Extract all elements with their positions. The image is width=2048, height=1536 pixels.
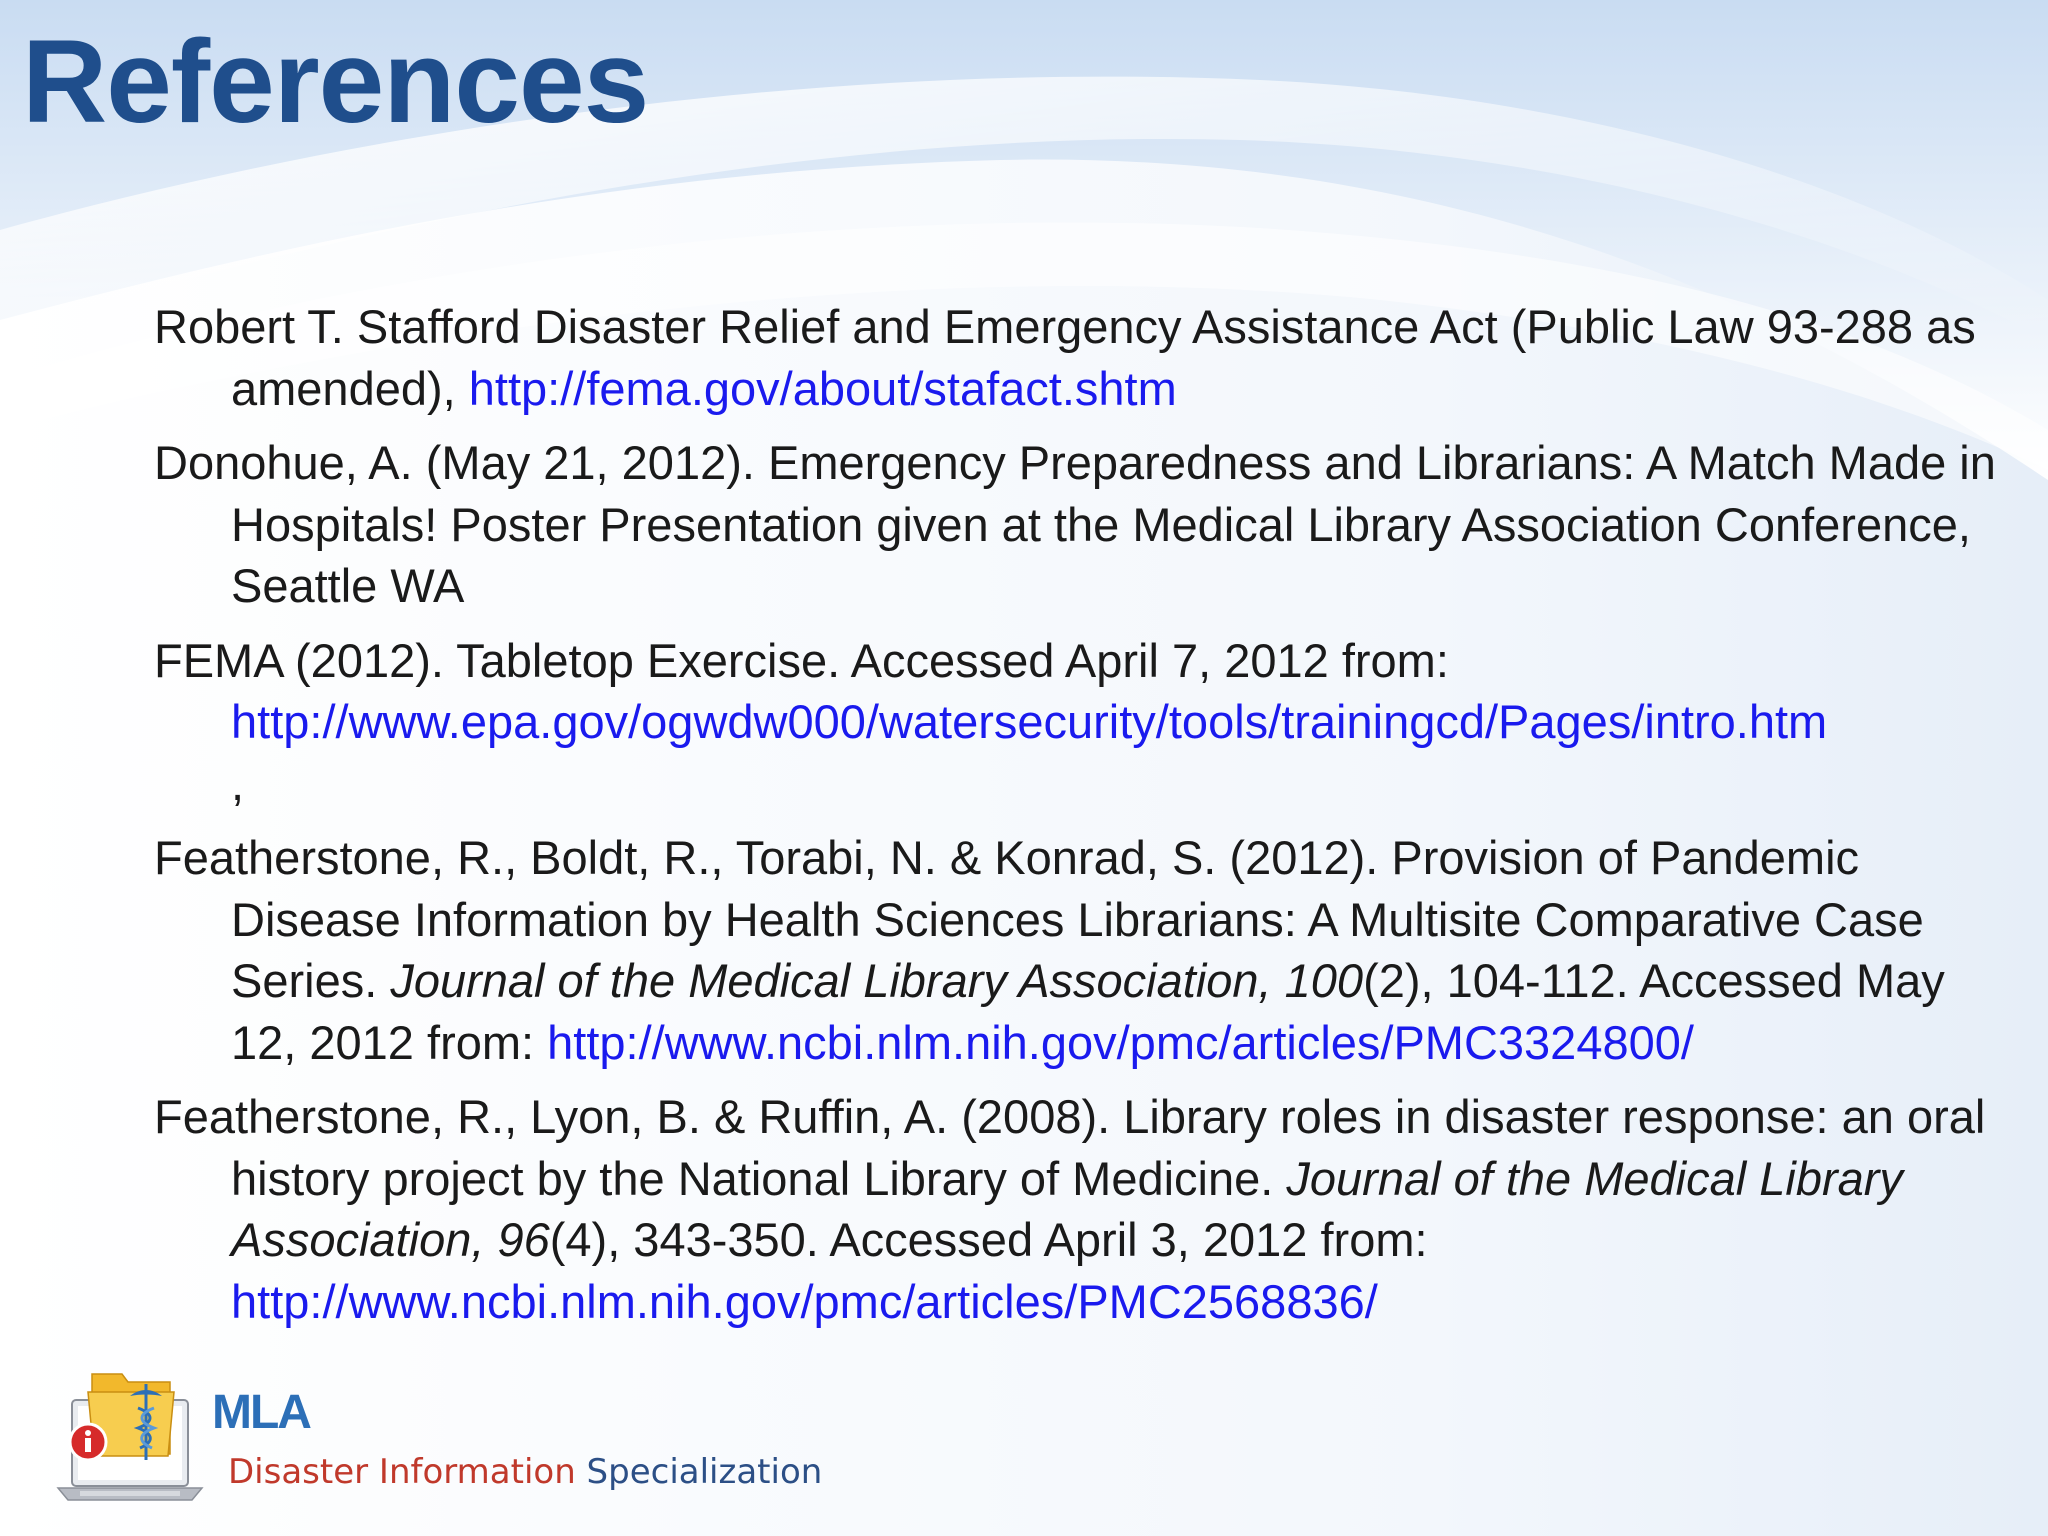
reference-item bbox=[154, 432, 2004, 617]
reference-tail: , bbox=[231, 756, 245, 810]
tagline-disaster-information: Disaster Information bbox=[228, 1452, 587, 1492]
reference-details: (4), 343-350. Accessed April 3, 2012 from: bbox=[549, 1213, 1428, 1266]
slide-title: References bbox=[22, 16, 649, 148]
reference-link[interactable]: http://fema.gov/about/stafact.shtm bbox=[468, 361, 1177, 415]
reference-item bbox=[154, 630, 2004, 815]
journal-citation: Journal of the Medical Library Association, 100 bbox=[390, 954, 1364, 1007]
mla-logo bbox=[50, 1350, 823, 1520]
reference-item bbox=[154, 1086, 2004, 1332]
reference-link[interactable]: http://www.ncbi.nlm.nih.gov/pmc/articles/PMC3324800/ bbox=[547, 1015, 1694, 1069]
reference-link[interactable]: http://www.ncbi.nlm.nih.gov/pmc/articles/PMC2568836/ bbox=[231, 1274, 1378, 1328]
reference-details: (2), 104-112. Accessed May 12, 2012 from: bbox=[231, 954, 1945, 1069]
reference-item bbox=[154, 827, 2004, 1073]
reference-text: Robert T. Stafford Disaster Relief and Emergency Assistance Act (Public Law 93-288 as amended), bbox=[154, 300, 1976, 415]
reference-text: FEMA (2012). Tabletop Exercise. Accessed April 7, 2012 from: bbox=[154, 633, 1449, 687]
reference-text: Featherstone, R., Boldt, R., Torabi, N. & Konrad, S. (2012). Provision of Pandemic Disease Information by Health Sciences Librarians: A Multisite Comparative Case Series. bbox=[154, 831, 1924, 1007]
reference-text: Featherstone, R., Lyon, B. & Ruffin, A. (2008). Library roles in disaster response: an oral history project by the National Library of Medicine. bbox=[154, 1090, 1986, 1205]
laptop-folder-caduceus-icon bbox=[50, 1350, 210, 1510]
reference-item bbox=[154, 296, 2004, 419]
references-list bbox=[154, 296, 2004, 1345]
tagline-specialization: Specialization bbox=[586, 1452, 823, 1492]
reference-text: Donohue, A. (May 21, 2012). Emergency Preparedness and Librarians: A Match Made in Hospitals! Poster Presentation given at the Medical Library Association Conference, Seattle WA bbox=[154, 436, 1996, 612]
journal-citation: Journal of the Medical Library Association, 96 bbox=[231, 1151, 1903, 1266]
svg-text:MLA: MLA bbox=[212, 1386, 310, 1436]
logo-tagline bbox=[228, 1452, 822, 1492]
reference-link[interactable]: http://www.epa.gov/ogwdw000/watersecurity/tools/trainingcd/Pages/intro.htm bbox=[231, 695, 1828, 748]
mla-wordmark bbox=[212, 1386, 352, 1436]
